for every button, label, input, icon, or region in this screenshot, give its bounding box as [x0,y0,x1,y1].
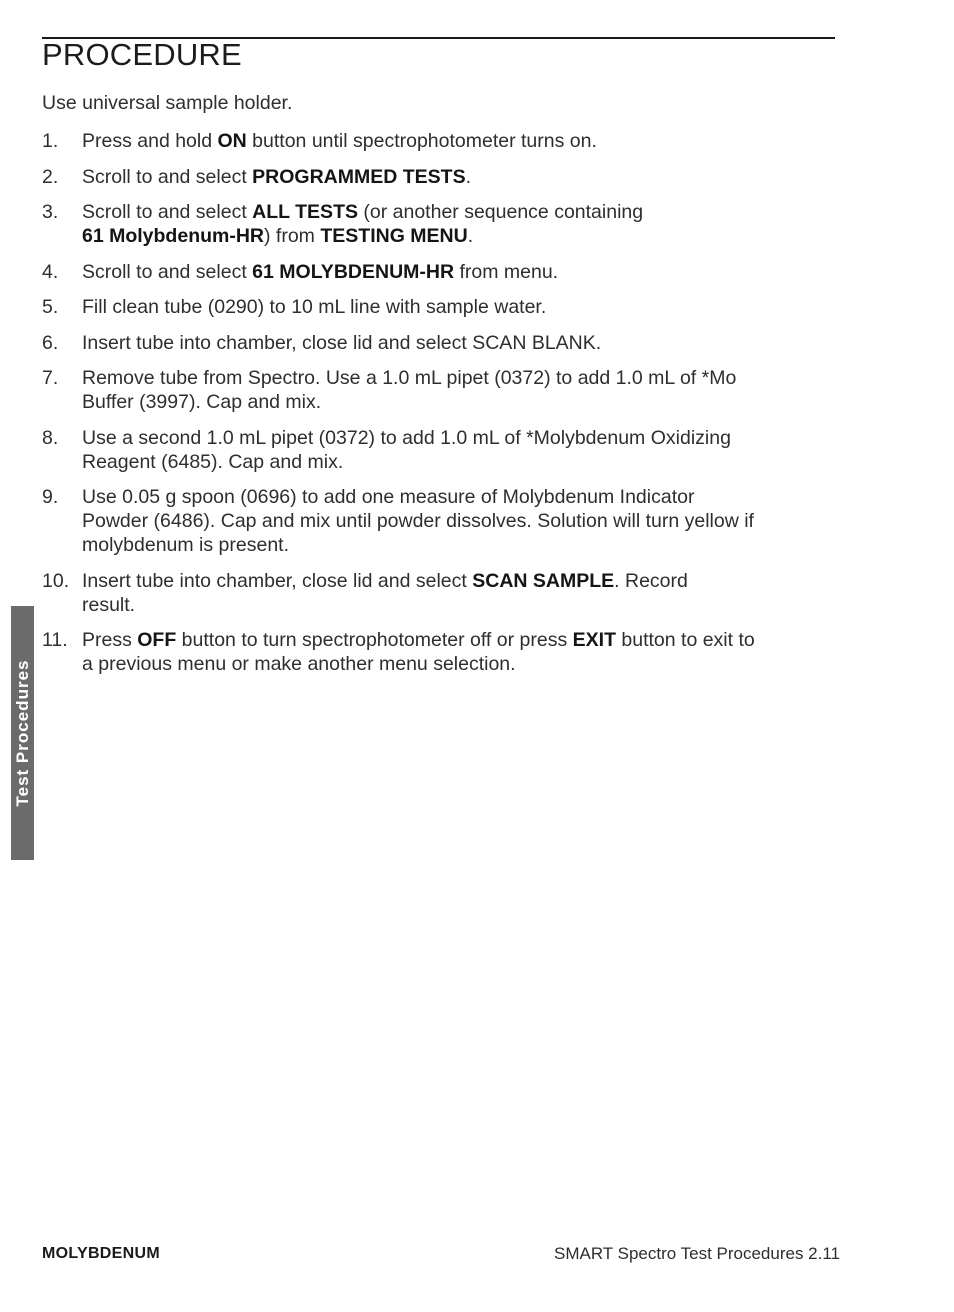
step-number: 9. [42,486,59,508]
step-text-segment: . [467,225,474,247]
footer-section-name: MOLYBDENUM [42,1245,160,1262]
step-text [82,570,688,616]
procedure-step [42,165,842,189]
step-number: 1. [42,130,59,152]
side-tab [11,606,34,860]
procedure-step [42,331,842,355]
step-number: 10. [42,569,70,592]
step-text-segment: Use a second 1.0 mL pipet (0372) to add 1.0 mL of *Molybdenum Oxidizing [82,426,731,449]
step-text-segment: Fill clean tube (0290) to 10 mL line with sample water. [82,296,547,318]
side-tab-label: Test Procedures [12,659,32,807]
step-text-segment: Scroll to and select [82,201,253,223]
procedure-step [42,200,842,248]
step-text [82,166,471,188]
step-number: 5. [42,296,59,318]
step-number: 11. [42,629,68,651]
procedure-step [42,628,842,676]
step-text [82,296,546,318]
step-text-segment: Reagent (6485). Cap and mix. [82,450,344,473]
step-text-segment: Scroll to and select [82,165,253,188]
step-text-segment: Use 0.05 g spoon (0696) to add one measure of Molybdenum Indicator [82,486,695,508]
step-text-segment: . [465,165,472,188]
step-keyword: 61 Molybdenum-HR [82,225,265,247]
step-number: 2. [42,165,59,188]
procedure-step [42,129,842,153]
step-keyword: PROGRAMMED TESTS [252,165,466,188]
step-text-segment: Buffer (3997). Cap and mix. [82,391,322,413]
step-text [82,261,558,283]
step-keyword: EXIT [572,629,616,651]
step-keyword: OFF [137,629,177,651]
step-keyword: ON [217,130,247,152]
step-text-segment: (or another sequence containing [357,201,644,223]
step-number: 3. [42,201,59,223]
step-keyword: ALL TESTS [252,201,358,223]
step-text-segment: button to turn spectrophotometer off or press [176,629,573,651]
step-text-segment: Insert tube into chamber, close lid and select [82,569,473,592]
step-text [82,427,731,473]
step-text-segment: Press and hold [82,130,218,152]
step-text-segment: Powder (6486). Cap and mix until powder dissolves. Solution will turn yellow if [82,510,754,532]
step-text [82,201,643,247]
step-text-segment: from menu. [454,260,559,283]
step-text-segment: . Record [614,569,688,592]
step-text [82,629,755,675]
procedure-steps-list [42,129,842,688]
step-text-segment: Press [82,629,138,651]
step-keyword: SCAN SAMPLE [472,569,615,592]
step-text-segment: Insert tube into chamber, close lid and select SCAN BLANK. [82,331,602,354]
step-text [82,486,754,556]
procedure-step [42,295,842,319]
step-keyword: TESTING MENU [320,225,468,247]
step-text-segment: molybdenum is present. [82,534,290,556]
step-text-segment: button to exit to [615,629,755,651]
step-number: 6. [42,331,59,354]
step-text-segment: button until spectrophotometer turns on. [246,130,597,152]
step-text [82,332,601,354]
step-text-segment: Remove tube from Spectro. Use a 1.0 mL pipet (0372) to add 1.0 mL of *Mo [82,367,737,389]
procedure-step [42,569,842,617]
procedure-step [42,366,842,414]
step-number: 4. [42,260,59,283]
procedure-step [42,485,842,557]
intro-text: Use universal sample holder. [42,92,293,114]
step-text-segment: Scroll to and select [82,260,253,283]
step-text [82,367,736,413]
procedure-step [42,260,842,284]
section-title: PROCEDURE [42,37,242,72]
procedure-step [42,426,842,474]
footer-page-reference: SMART Spectro Test Procedures 2.11 [554,1244,840,1263]
step-number: 7. [42,367,59,389]
step-text [82,130,597,152]
step-text-segment: result. [82,593,136,616]
step-keyword: 61 MOLYBDENUM-HR [252,260,455,283]
step-text-segment: ) from [264,225,321,247]
step-number: 8. [42,426,59,449]
step-text-segment: a previous menu or make another menu selection. [82,653,516,675]
